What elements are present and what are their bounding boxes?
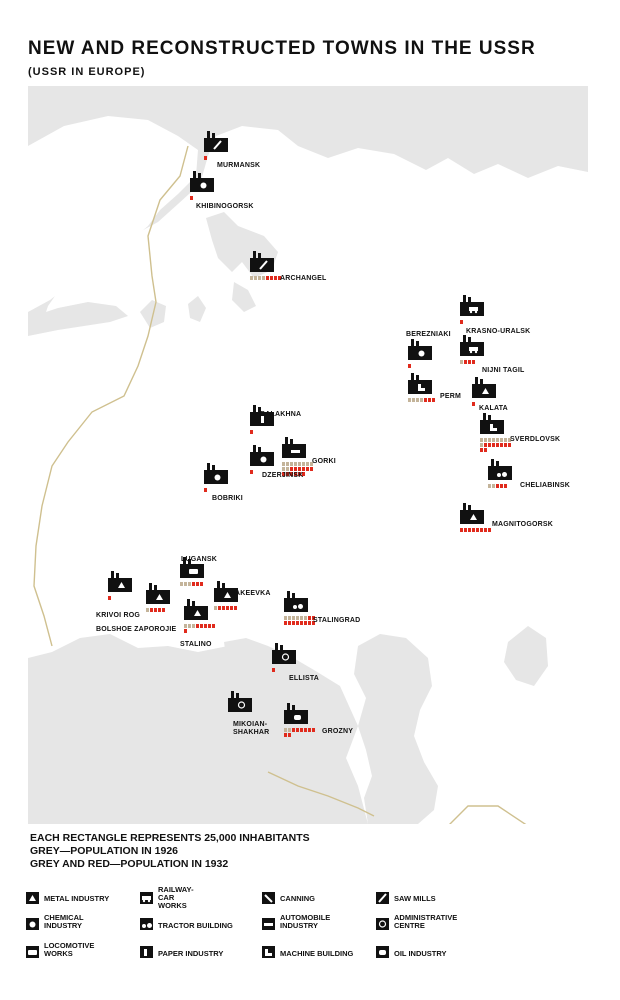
paper-industry-icon (140, 946, 153, 958)
population-rect-1926 (184, 624, 187, 628)
legend-label-metal-industry: METAL INDUSTRY (44, 894, 110, 903)
population-rect-1926 (460, 360, 463, 364)
legend-label-oil-industry: OIL INDUSTRY (394, 949, 447, 958)
town-label-berezniaki: BEREZNIAKI (406, 331, 451, 338)
chimney (290, 439, 293, 445)
town-label-khibinogorsk: KHIBINOGORSK (196, 203, 254, 210)
chimney (154, 585, 157, 591)
chimney (207, 463, 210, 471)
population-rect-1926 (290, 462, 293, 466)
factory-icon (250, 258, 274, 272)
town-label-murmansk: MURMANSK (217, 162, 261, 169)
chimney (285, 437, 288, 445)
population-rect-1932 (308, 621, 311, 625)
population-rect-1932 (208, 624, 211, 628)
town-label-sverdlovsk: SVERDLOVSK (510, 436, 561, 443)
legend-label-railway-car-works: RAILWAY-CAR WORKS (158, 885, 194, 910)
map-canvas (28, 86, 588, 824)
population-rect-1926 (282, 467, 285, 471)
population-rect-1926 (284, 616, 287, 620)
population-rect-1932 (432, 398, 435, 402)
population-rect-1932 (296, 621, 299, 625)
legend-label-automobile-industry: AUTOMOBILE INDUSTRY (280, 913, 331, 930)
chemical-industry-icon (419, 351, 425, 357)
chimney (468, 337, 471, 343)
population-rect-1926 (262, 276, 265, 280)
map-title: NEW AND RECONSTRUCTED TOWNS IN THE USSR (28, 38, 536, 59)
population-rect-1926 (306, 462, 309, 466)
chimney (287, 703, 290, 711)
population-rect-1926 (282, 462, 285, 466)
population-rect-1932 (294, 467, 297, 471)
population-rect-1926 (258, 276, 261, 280)
population-rect-1932 (476, 528, 479, 532)
population-rect-1926 (214, 606, 217, 610)
chimney (217, 581, 220, 589)
population-rect-1932 (304, 621, 307, 625)
town-label-cheliabinsk: CHELIABINSK (520, 482, 571, 489)
population-rect-1932 (158, 608, 161, 612)
population-rect-1932 (484, 443, 487, 447)
factory-icon (284, 598, 308, 612)
key-rectangle-note: EACH RECTANGLE REPRESENTS 25,000 INHABITANTS (30, 832, 310, 844)
population-rect-1926 (480, 443, 483, 447)
population-rect-1932 (464, 360, 467, 364)
population-rect-1932 (212, 624, 215, 628)
town-label-kalata: KALATA (479, 405, 508, 412)
population-rect-1932 (500, 443, 503, 447)
chimney (416, 341, 419, 347)
chimney (463, 295, 466, 303)
key-grey-note: GREY—POPULATION IN 1926 (30, 845, 179, 857)
chimney (496, 461, 499, 467)
population-rect-1932 (200, 582, 203, 586)
chemical-industry-icon (261, 457, 267, 463)
town-label-gorki: GORKI (312, 458, 336, 465)
population-rect-1926 (294, 462, 297, 466)
population-rect-1926 (484, 438, 487, 442)
chimney (253, 405, 256, 413)
chimney (231, 691, 234, 699)
town-label-stalingrad: STALINGRAD (313, 617, 361, 624)
chimney (468, 297, 471, 303)
population-rect-1932 (266, 276, 269, 280)
legend-label-chemical-industry: CHEMICAL INDUSTRY (44, 913, 84, 930)
population-rect-1932 (196, 582, 199, 586)
population-rect-1926 (284, 728, 287, 732)
population-rect-1932 (154, 608, 157, 612)
town-label-bobriki: BOBRIKI (212, 495, 243, 502)
population-rect-1932 (296, 728, 299, 732)
population-rect-1932 (196, 624, 199, 628)
chimney (212, 465, 215, 471)
population-rect-1932 (226, 606, 229, 610)
population-rect-1932 (204, 488, 207, 492)
chimney (253, 251, 256, 259)
chimney (287, 591, 290, 599)
chimney (416, 375, 419, 381)
population-rect-1932 (192, 582, 195, 586)
population-rect-1932 (288, 733, 291, 737)
chimney (258, 447, 261, 453)
population-rect-1926 (180, 582, 183, 586)
population-rect-1926 (188, 582, 191, 586)
population-rect-1932 (302, 467, 305, 471)
population-rect-1926 (304, 616, 307, 620)
population-rect-1926 (504, 438, 507, 442)
population-rect-1926 (420, 398, 423, 402)
population-rect-1932 (488, 528, 491, 532)
chimney (193, 171, 196, 179)
population-rect-1926 (188, 624, 191, 628)
town-label-bolshoe-zaporojie: BOLSHOE ZAPOROJIE (96, 626, 177, 633)
population-rect-1932 (472, 360, 475, 364)
chemical-industry-icon (26, 918, 39, 930)
population-rect-1932 (108, 596, 111, 600)
chimney (222, 583, 225, 589)
oil-industry-icon (376, 946, 389, 958)
legend-label-saw-mills: SAW MILLS (394, 894, 436, 903)
population-rect-1932 (150, 608, 153, 612)
population-rect-1932 (304, 728, 307, 732)
population-rect-1932 (218, 606, 221, 610)
population-rect-1932 (300, 621, 303, 625)
canning-icon (262, 892, 275, 904)
population-rect-1926 (298, 462, 301, 466)
population-rect-1926 (500, 438, 503, 442)
locomotive-works-icon (26, 946, 39, 958)
population-rect-1932 (284, 621, 287, 625)
town-label-balakhna: BALAKHNA (260, 411, 302, 418)
population-rect-1932 (292, 621, 295, 625)
chimney (192, 601, 195, 607)
chimney (212, 133, 215, 139)
chimney (411, 373, 414, 381)
population-rect-1932 (308, 616, 311, 620)
population-rect-1932 (298, 467, 301, 471)
population-rect-1926 (480, 438, 483, 442)
town-label-archangel: ARCHANGEL (280, 275, 327, 282)
population-rect-1932 (308, 728, 311, 732)
population-rect-1932 (480, 528, 483, 532)
town-label-perm: PERM (440, 393, 462, 400)
machine-building-icon (262, 946, 275, 958)
population-rect-1932 (306, 467, 309, 471)
population-rect-1932 (184, 629, 187, 633)
population-rect-1932 (284, 733, 287, 737)
population-rect-1932 (190, 196, 193, 200)
population-rect-1932 (492, 443, 495, 447)
map-key (30, 832, 310, 871)
legend-label-machine-building: MACHINE BUILDING (280, 949, 354, 958)
automobile-industry-icon (291, 450, 300, 453)
chemical-industry-icon (215, 475, 221, 481)
chimney (275, 643, 278, 651)
chemical-industry-icon (201, 183, 207, 189)
key-red-note: GREY AND RED—POPULATION IN 1932 (30, 858, 229, 870)
population-rect-1926 (184, 582, 187, 586)
population-rect-1932 (312, 728, 315, 732)
population-rect-1926 (488, 484, 491, 488)
population-rect-1932 (468, 360, 471, 364)
population-rect-1932 (504, 443, 507, 447)
population-rect-1932 (428, 398, 431, 402)
chimney (280, 645, 283, 651)
chimney (198, 173, 201, 179)
population-rect-1932 (290, 467, 293, 471)
oil-industry-icon (294, 715, 301, 720)
population-rect-1932 (250, 430, 253, 434)
chimney (258, 253, 261, 259)
population-rect-1932 (468, 528, 471, 532)
population-rect-1932 (234, 606, 237, 610)
chimney (116, 573, 119, 579)
chimney (488, 415, 491, 421)
factory-icon (228, 698, 252, 712)
legend-label-canning: CANNING (280, 894, 315, 903)
population-rect-1926 (288, 616, 291, 620)
map-subtitle: (USSR IN EUROPE) (28, 66, 146, 78)
tractor-building-icon (140, 918, 153, 930)
population-rect-1926 (416, 398, 419, 402)
chimney (463, 335, 466, 343)
population-rect-1932 (472, 402, 475, 406)
chimney (292, 593, 295, 599)
population-rect-1926 (250, 276, 253, 280)
chimney (463, 503, 466, 511)
population-rect-1932 (424, 398, 427, 402)
town-label-lugansk: LUGANSK (181, 556, 218, 563)
population-rect-1926 (302, 462, 305, 466)
chimney (475, 377, 478, 385)
town-label-krivoi-rog: KRIVOI ROG (96, 612, 141, 619)
chimney (236, 693, 239, 699)
administrative-centre-icon (376, 918, 389, 930)
factory-icon (488, 466, 512, 480)
population-rect-1932 (288, 621, 291, 625)
population-rect-1926 (496, 438, 499, 442)
population-rect-1932 (204, 624, 207, 628)
population-rect-1932 (460, 320, 463, 324)
population-rect-1926 (292, 616, 295, 620)
population-rect-1926 (492, 484, 495, 488)
population-rect-1932 (464, 528, 467, 532)
population-rect-1932 (292, 728, 295, 732)
population-rect-1926 (300, 616, 303, 620)
saw-mills-icon (376, 892, 389, 904)
population-rect-1932 (496, 443, 499, 447)
population-rect-1932 (204, 156, 207, 160)
population-rect-1932 (310, 467, 313, 471)
population-rect-1926 (408, 398, 411, 402)
town-label-grozny: GROZNY (322, 728, 354, 735)
town-label-dzerjinsk: DZERJINSK (262, 472, 304, 479)
chimney (483, 413, 486, 421)
population-rect-1926 (296, 616, 299, 620)
population-rect-1932 (480, 448, 483, 452)
chimney (111, 571, 114, 579)
population-rect-1932 (472, 528, 475, 532)
legend-label-tractor-building: TRACTOR BUILDING (158, 921, 233, 930)
chimney (480, 379, 483, 385)
chimney (491, 459, 494, 467)
population-rect-1932 (230, 606, 233, 610)
population-rect-1932 (272, 668, 275, 672)
population-rect-1926 (288, 728, 291, 732)
town-label-stalino: STALINO (180, 641, 212, 648)
town-label-nijni-tagil: NIJNI TAGIL (482, 367, 525, 374)
population-rect-1926 (286, 467, 289, 471)
locomotive-works-icon (189, 569, 198, 574)
population-rect-1932 (270, 276, 273, 280)
population-rect-1932 (488, 443, 491, 447)
chimney (292, 705, 295, 711)
town-label-makeevka: MAKEEVKA (229, 590, 271, 597)
chimney (187, 599, 190, 607)
factory-icon (204, 138, 228, 152)
chimney (253, 445, 256, 453)
population-rect-1932 (460, 528, 463, 532)
metal-industry-icon (26, 892, 39, 904)
town-label-ellista: ELLISTA (289, 675, 320, 682)
population-rect-1932 (222, 606, 225, 610)
population-rect-1932 (500, 484, 503, 488)
population-rect-1932 (496, 484, 499, 488)
population-rect-1932 (250, 470, 253, 474)
population-rect-1926 (254, 276, 257, 280)
population-rect-1932 (200, 624, 203, 628)
chimney (207, 131, 210, 139)
chimney (468, 505, 471, 511)
legend-label-administrative-centre: ADMINISTRATIVE CENTRE (394, 913, 458, 930)
legend-label-locomotive-works: LOCOMOTIVE WORKS (44, 941, 95, 958)
population-rect-1932 (300, 728, 303, 732)
population-rect-1932 (408, 364, 411, 368)
population-rect-1932 (484, 448, 487, 452)
population-rect-1926 (412, 398, 415, 402)
population-rect-1926 (488, 438, 491, 442)
population-rect-1926 (146, 608, 149, 612)
town-label-magnitogorsk: MAGNITOGORSK (492, 521, 553, 528)
population-rect-1932 (274, 276, 277, 280)
automobile-industry-icon (262, 918, 275, 930)
population-rect-1932 (484, 528, 487, 532)
population-rect-1926 (286, 462, 289, 466)
chimney (149, 583, 152, 591)
population-rect-1932 (162, 608, 165, 612)
chimney (411, 339, 414, 347)
town-label-mikoian-shakhar: MIKOIAN-SHAKHAR (233, 721, 270, 736)
population-rect-1932 (504, 484, 507, 488)
factory-icon (272, 650, 296, 664)
railway-car-works-icon (140, 892, 153, 904)
population-rect-1926 (192, 624, 195, 628)
legend-label-paper-industry: PAPER INDUSTRY (158, 949, 224, 958)
town-label-krasno-uralsk: KRASNO-URALSK (466, 328, 531, 335)
population-rect-1926 (492, 438, 495, 442)
